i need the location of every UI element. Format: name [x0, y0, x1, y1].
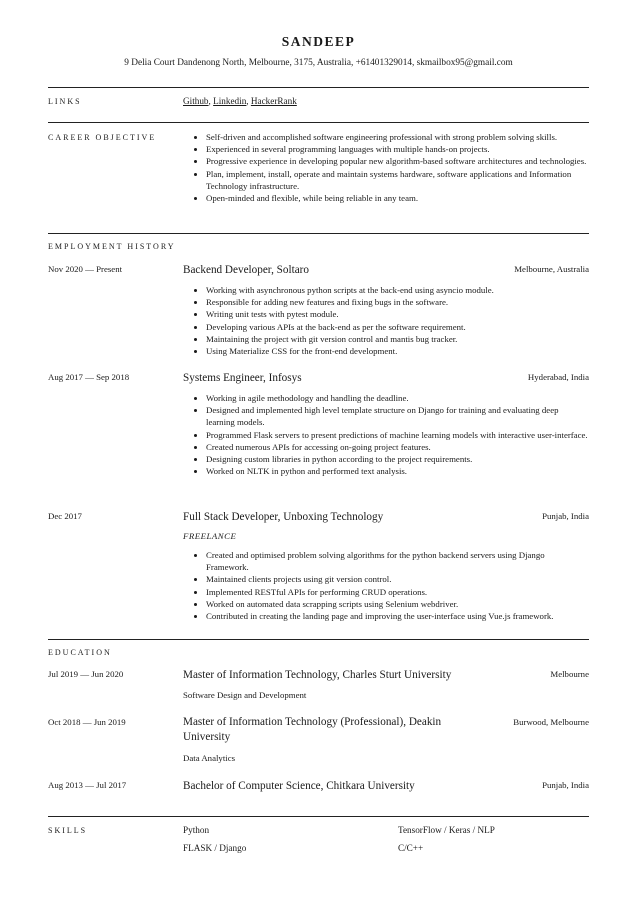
job-location: Melbourne, Australia — [514, 264, 589, 274]
github-link[interactable]: Github — [183, 96, 209, 106]
job-dates: Dec 2017 — [48, 511, 82, 521]
objective-section-title: CAREER OBJECTIVE — [48, 133, 157, 142]
skill-item: Python — [183, 825, 210, 835]
job-title: Full Stack Developer, Unboxing Technology — [183, 511, 384, 523]
list-item: • Worked on NLTK in python and performed text analysis. — [206, 465, 589, 477]
list-item: • Created numerous APIs for accessing on-going project features. — [206, 441, 589, 453]
education-dates: Oct 2018 — Jun 2019 — [48, 717, 126, 727]
list-item: • Maintained clients projects using git version control. — [206, 573, 589, 585]
list-item: • Self-driven and accomplished software engineering professional with strong problem solving skills. — [206, 131, 589, 143]
job-bullets — [183, 284, 589, 357]
candidate-name: SANDEEP — [281, 34, 356, 49]
hackerrank-link[interactable]: HackerRank — [250, 96, 297, 106]
job-dates: Nov 2020 — Present — [48, 264, 123, 274]
list-item: • Responsible for adding new features and fixing bugs in the software. — [206, 296, 589, 308]
list-item: • Plan, implement, install, operate and maintain systems hardware, software applications and Information Technology infrastructure. — [206, 168, 589, 192]
list-item: • Contributed in creating the landing page and improving the user-interface using Vue.js framework. — [206, 610, 589, 622]
job-dates: Aug 2017 — Sep 2018 — [48, 372, 130, 382]
list-item: • Using Materialize CSS for the front-end development. — [206, 345, 589, 357]
degree-title: Bachelor of Computer Science, Chitkara University — [183, 780, 415, 792]
degree-title: Master of Information Technology, Charles Sturt University — [183, 669, 452, 681]
education-section-title: EDUCATION — [48, 648, 112, 657]
list-item: • Designed and implemented high level template structure on Django for training and evaluating deep learning models. — [206, 404, 589, 428]
job-location: Punjab, India — [542, 511, 589, 521]
list-item: • Working with asynchronous python scripts at the back-end using asyncio module. — [206, 284, 589, 296]
list-item: • Created and optimised problem solving algorithms for the python backend servers using Django Framework. — [206, 549, 589, 573]
job-title: Backend Developer, Soltaro — [183, 264, 309, 276]
contact-line: 9 Delia Court Dandenong North, Melbourne, 3175, Australia, +61401329014, skmailbox95@gmail.com — [124, 58, 513, 68]
linkedin-link[interactable]: Linkedin — [213, 96, 247, 106]
job-title: Systems Engineer, Infosys — [183, 372, 302, 384]
section-divider — [48, 639, 589, 640]
employment-section-title: EMPLOYMENT HISTORY — [48, 242, 176, 251]
section-divider — [48, 233, 589, 234]
objective-list — [183, 131, 589, 204]
links-list: Github, Linkedin, HackerRank — [183, 96, 297, 106]
education-location: Punjab, India — [542, 780, 589, 790]
list-item: • Writing unit tests with pytest module. — [206, 308, 589, 320]
list-item: • Maintaining the project with git version control and mantis bug tracker. — [206, 333, 589, 345]
list-item: • Open-minded and flexible, while being reliable in any team. — [206, 192, 589, 204]
education-location: Burwood, Melbourne — [513, 717, 589, 727]
section-divider — [48, 87, 589, 88]
list-item: • Designing custom libraries in python according to the project requirements. — [206, 453, 589, 465]
skills-section-title: SKILLS — [48, 826, 88, 835]
skill-item: TensorFlow / Keras / NLP — [398, 825, 495, 835]
job-subtitle: FREELANCE — [183, 531, 237, 541]
list-item: • Worked on automated data scrapping scripts using Selenium webdriver. — [206, 598, 589, 610]
education-location: Melbourne — [550, 669, 589, 679]
section-divider — [48, 816, 589, 817]
degree-title: Master of Information Technology (Professional), Deakin University — [183, 716, 442, 743]
education-dates: Jul 2019 — Jun 2020 — [48, 669, 124, 679]
skill-item: C/C++ — [398, 843, 424, 853]
skill-item: FLASK / Django — [183, 843, 247, 853]
job-bullets — [183, 549, 589, 622]
education-detail: Data Analytics — [183, 753, 236, 763]
list-item: • Working in agile methodology and handling the deadline. — [206, 392, 589, 404]
list-item: • Developing various APIs at the back-end as per the software requirement. — [206, 321, 589, 333]
list-item: • Programmed Flask servers to present predictions of machine learning models with interactive user-interface. — [206, 429, 589, 441]
job-bullets — [183, 392, 589, 477]
education-detail: Software Design and Development — [183, 690, 307, 700]
list-item: • Implemented RESTful APIs for performing CRUD operations. — [206, 586, 589, 598]
section-divider — [48, 122, 589, 123]
list-item: • Progressive experience in developing popular new algorithm-based software architectures and technologies. — [206, 155, 589, 167]
links-section-title: LINKS — [48, 97, 82, 106]
list-item: • Experienced in several programming languages with multiple hands-on projects. — [206, 143, 589, 155]
education-dates: Aug 2013 — Jul 2017 — [48, 780, 127, 790]
job-location: Hyderabad, India — [527, 372, 589, 382]
